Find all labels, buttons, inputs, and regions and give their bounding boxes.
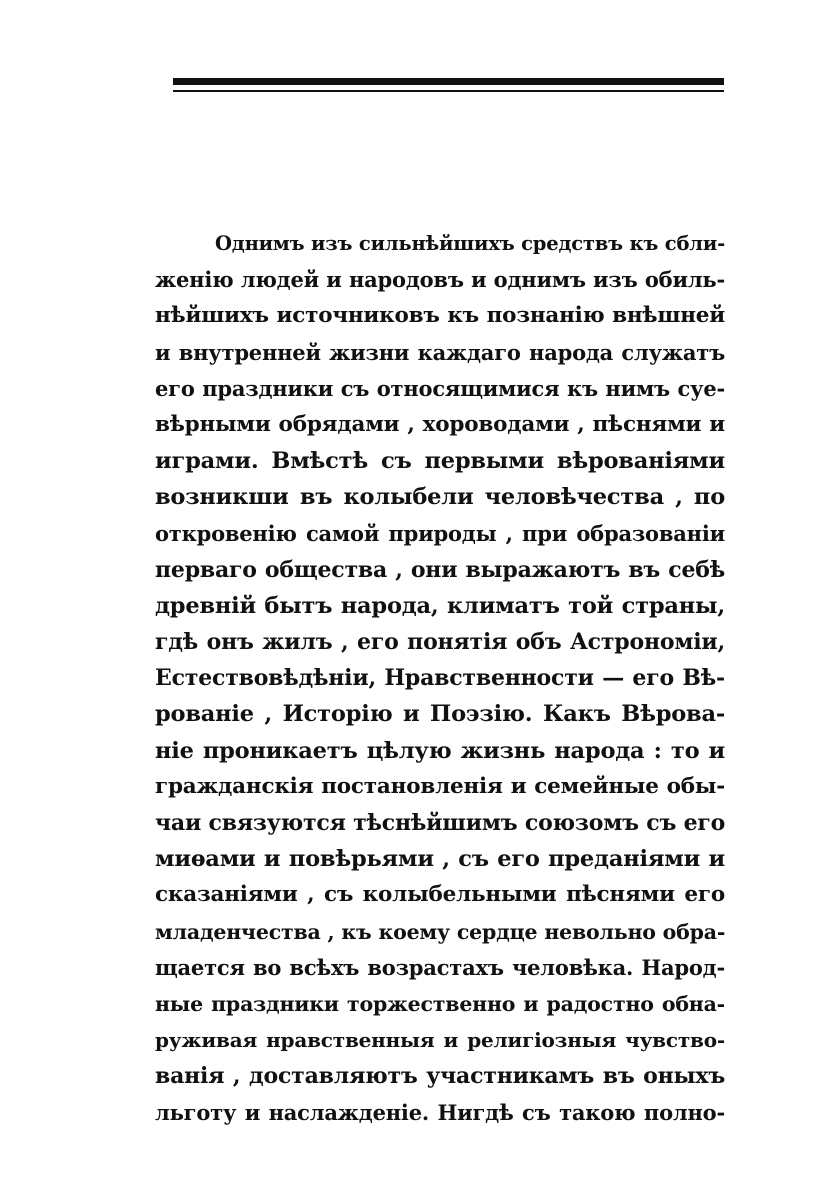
text-line: и внутренней жизни каждаго народа служатъ: [155, 339, 725, 365]
text-line: возникши въ колыбели человѣчества , по: [155, 484, 725, 511]
header-rule-thin: [173, 90, 724, 92]
text-line: ные праздники торжественно и радостно обна-: [155, 991, 725, 1016]
text-line: сказаніями , съ колыбельными пѣснями его: [155, 882, 725, 908]
text-line: ванія , доставляютъ участникамъ въ оныхъ: [155, 1063, 725, 1090]
text-line: женію людей и народовъ и однимъ изъ обиль-: [155, 267, 725, 293]
text-line: его праздники съ относящимися къ нимъ суе-: [155, 375, 725, 401]
text-line: чаи связуются тѣснѣйшимъ союзомъ съ его: [155, 810, 726, 836]
text-line: льготу и наслажденіе. Нигдѣ съ такою полно-: [155, 1099, 725, 1125]
text-line: рованіе , Исторію и Поэзію. Какъ Вѣрова-: [155, 701, 725, 728]
text-line: играми. Вмѣстѣ съ первыми вѣрованіями: [155, 448, 725, 475]
header-rule-thick: [173, 78, 724, 85]
text-line: древній бытъ народа, климатъ той страны,: [155, 592, 725, 619]
text-line: гдѣ онъ жилъ , его понятія объ Астрономіи,: [155, 629, 725, 656]
text-line: ніе проникаетъ цѣлую жизнь народа : то и: [155, 737, 725, 764]
text-line: руживая нравственныя и религіозныя чувство-: [155, 1028, 725, 1053]
text-line: гражданскія постановленія и семейные обы-: [155, 773, 725, 799]
text-line: Однимъ изъ сильнѣйшихъ средствъ къ сбли-: [215, 232, 725, 255]
text-line: Естествовѣдѣніи, Нравственности — его Вѣ-: [155, 665, 725, 692]
text-line: младенчества , къ коему сердце невольно обра-: [155, 919, 726, 944]
text-line: перваго общества , они выражаютъ въ себѣ: [155, 556, 725, 583]
text-line: щается во всѣхъ возрастахъ человѣка. Народ-: [155, 954, 725, 980]
text-line: вѣрными обрядами , хороводами , пѣснями и: [155, 411, 725, 437]
text-line: откровенію самой природы , при образованіи: [155, 520, 725, 546]
text-line: нѣйшихъ источниковъ къ познанію внѣшней: [155, 303, 725, 329]
body-text: [155, 226, 725, 1131]
text-line: миѳами и повѣрьями , съ его преданіями и: [155, 846, 725, 873]
